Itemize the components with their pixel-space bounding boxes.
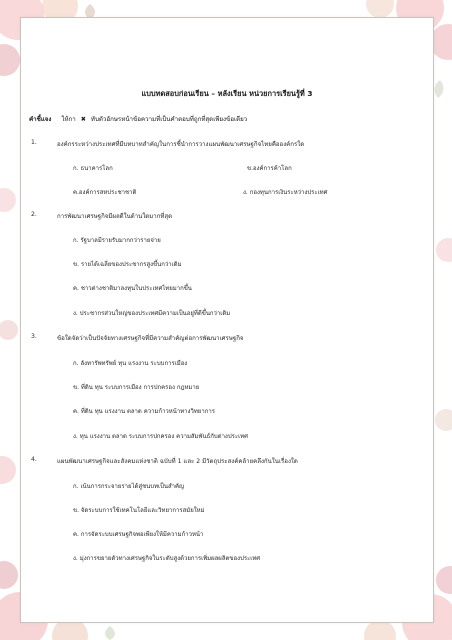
cross-mark-icon: ✖ [80, 116, 86, 123]
option-2b[interactable]: ข. รายได้เฉลี่ยของประชากรสูงขึ้นกว่าเดิม [73, 261, 182, 268]
option-2c[interactable]: ค. ชาวต่างชาติมาลงทุนในประเทศไทยมากขึ้น [73, 285, 192, 292]
option-4a[interactable]: ก. เน้นการกระจายรายได้สู่ชนบทเป็นสำคัญ [73, 483, 185, 490]
document-page [20, 17, 434, 623]
option-3d[interactable]: ง. ทุน แรงงาน ตลาด ระบบการปกครอง ความสัมพันธ์กับต่างประเทศ [73, 433, 248, 440]
question-number: 4. [31, 456, 37, 463]
question-text: ข้อใดจัดว่าเป็นปัจจัยทางเศรษฐกิจที่มีความสำคัญต่อการพัฒนาเศรษฐกิจ [57, 335, 244, 342]
question-text: การพัฒนาเศรษฐกิจมีผลดีในด้านใดมากที่สุด [57, 213, 173, 220]
instruction-after: ทับตัวอักษรหน้าข้อความที่เป็นคำตอบที่ถูกที่สุดเพียงข้อเดียว [90, 116, 248, 123]
question-number: 2. [31, 211, 37, 218]
option-4b[interactable]: ข. จัดระบบการใช้เทคโนโลยีและวิทยาการสมัยใหม่ [73, 507, 205, 514]
page-title: แบบทดสอบก่อนเรียน – หลังเรียน หน่วยการเรียนรู้ที่ 3 [141, 89, 313, 98]
option-2d[interactable]: ง. ประชากรส่วนใหญ่ของประเทศมีความเป็นอยู่ที่ดีขึ้นกว่าเดิม [73, 310, 231, 317]
option-4c[interactable]: ค. การจัดระบบเศรษฐกิจพอเพียงให้มีความก้าวหน้า [73, 531, 204, 538]
option-1c[interactable]: ค.องค์การสหประชาชาติ [73, 189, 137, 196]
instruction-label: คำชี้แจง [29, 116, 52, 123]
option-3c[interactable]: ค. ที่ดิน ทุน แรงงาน ตลาด ความก้าวหน้าทางวิทยาการ [73, 408, 215, 415]
option-4d[interactable]: ง. มุ่งการขยายตัวทางเศรษฐกิจในระดับสูงด้วยการเพิ่มผลผลิตของประเทศ [73, 555, 261, 562]
option-1b[interactable]: ข.องค์การค้าโลก [247, 165, 292, 172]
option-3b[interactable]: ข. ที่ดิน ทุน ระบบการเมือง การปกครอง กฎหมาย [73, 384, 200, 391]
question-number: 1. [31, 139, 37, 146]
option-2a[interactable]: ก. รัฐบาลมีรายรับมากกว่ารายจ่าย [73, 237, 161, 244]
question-number: 3. [31, 333, 37, 340]
instruction-before: ให้กา [61, 116, 76, 123]
option-3a[interactable]: ก. ลังทารัพทรัพย์ ทุน แรงงาน ระบบการเมือง [73, 360, 188, 367]
option-1d[interactable]: ง. กองทุนการเงินระหว่างประเทศ [243, 189, 328, 196]
instruction [29, 114, 425, 124]
option-1a[interactable]: ก. ธนาคารโลก [73, 165, 113, 172]
question-text: แผนพัฒนาเศรษฐกิจและสังคมแห่งชาติ ฉบับที่ 1 และ 2 มีวัตถุประสงค์คล้ายคลึงกันในเรื่องใด [57, 458, 298, 465]
question-text: องค์กรระหว่างประเทศที่มีบทบาทสำคัญในการชี้นำการวางแผนพัฒนาเศรษฐกิจไทยคือองค์กรใด [57, 141, 305, 148]
